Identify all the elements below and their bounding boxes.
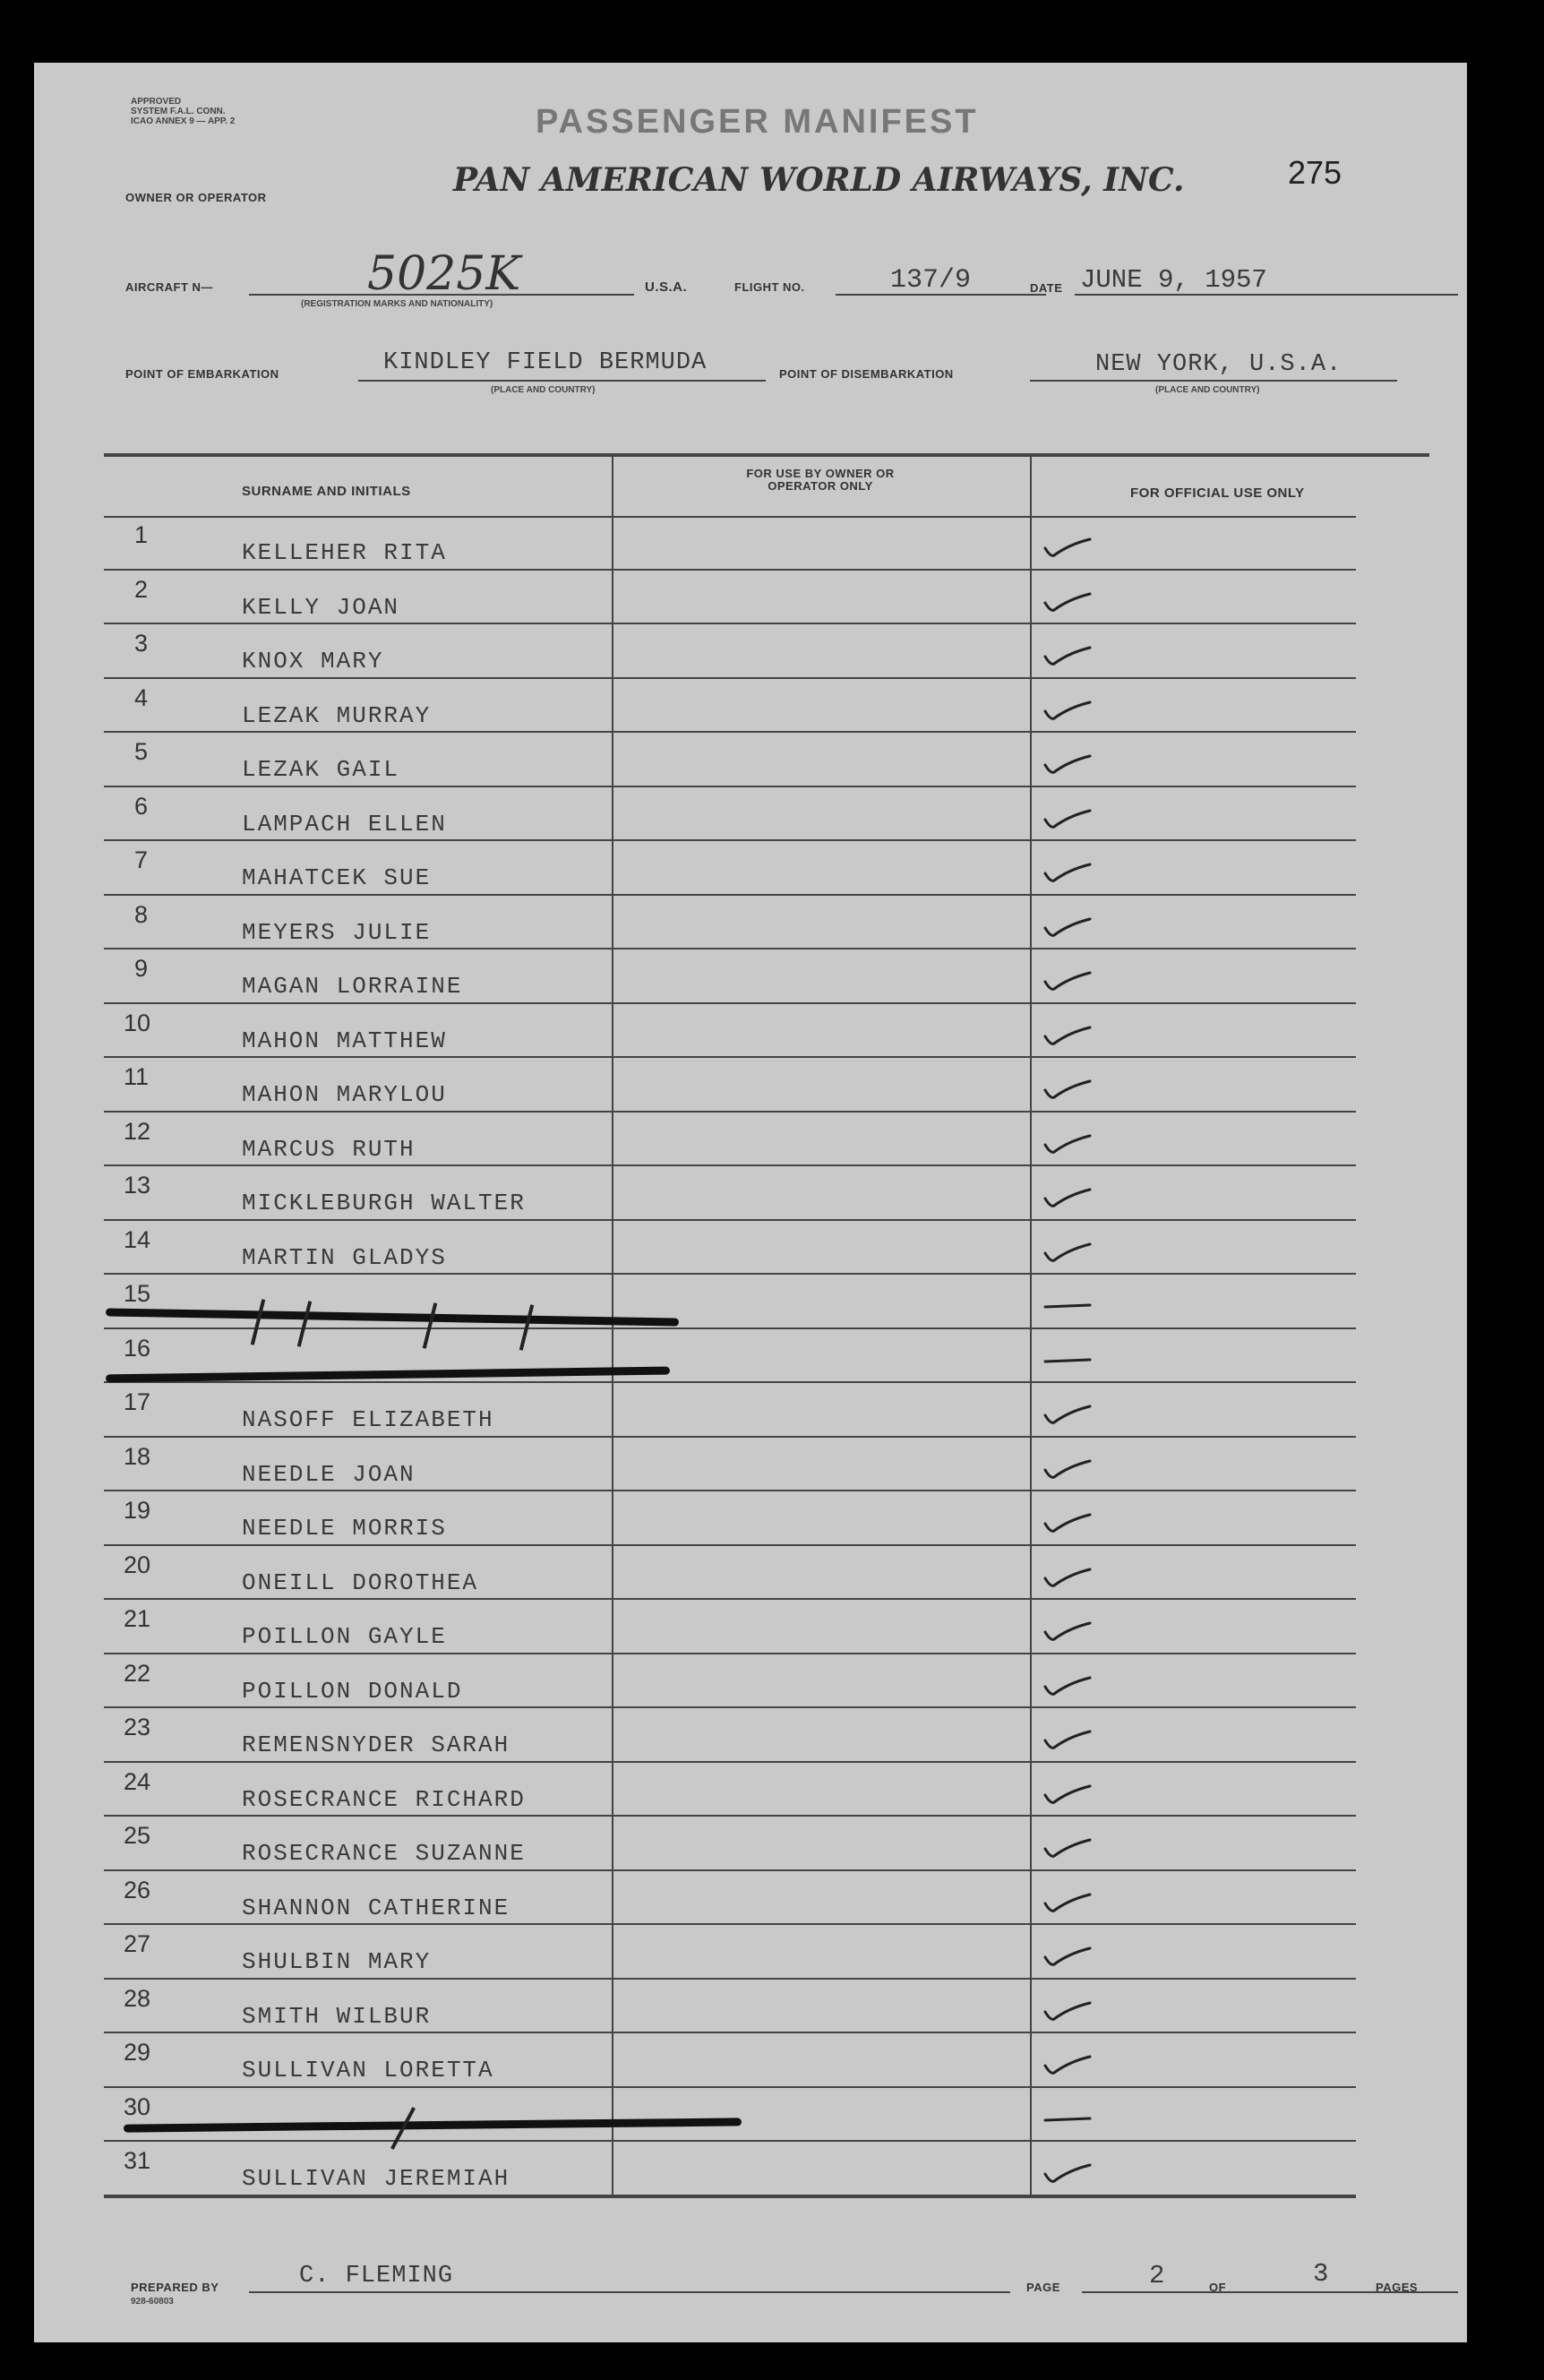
row-number: 30	[124, 2092, 151, 2120]
stamp-page-number: 275	[1288, 154, 1342, 191]
row-number: 28	[124, 1984, 151, 2012]
prepared-by-value: C. FLEMING	[299, 2263, 454, 2290]
page-value: 2	[1149, 2261, 1165, 2290]
check-mark-icon	[1042, 861, 1092, 884]
check-mark-icon	[1042, 1024, 1092, 1047]
passenger-name: MAHON MATTHEW	[242, 1027, 447, 1054]
passenger-name: NASOFF ELIZABETH	[242, 1406, 494, 1433]
row-number: 1	[134, 521, 149, 548]
passenger-name: MAHON MARYLOU	[242, 1081, 447, 1108]
row-divider	[104, 1273, 1356, 1275]
aircraft-value: 5025K	[367, 247, 521, 301]
passenger-name: LEZAK GAIL	[242, 756, 400, 783]
row-divider	[104, 1706, 1356, 1708]
row-number: 21	[124, 1605, 151, 1632]
passenger-name: KELLEHER RITA	[242, 539, 447, 566]
strike-row-30	[124, 2118, 742, 2132]
check-mark-icon	[1042, 1186, 1092, 1209]
manifest-sheet	[34, 63, 1467, 2342]
check-mark-icon	[1042, 1566, 1092, 1589]
passenger-name: KELLY JOAN	[242, 593, 400, 621]
row-number: 26	[124, 1876, 151, 1903]
passenger-name: LAMPACH ELLEN	[242, 810, 447, 838]
check-mark-icon	[1042, 1078, 1092, 1101]
check-mark-icon	[1042, 699, 1092, 722]
owner-label: OWNER OR OPERATOR	[125, 191, 267, 204]
header-official-use: FOR OFFICIAL USE ONLY	[1130, 485, 1305, 501]
date-value: JUNE 9, 1957	[1080, 265, 1267, 295]
row-divider	[104, 1490, 1356, 1491]
of-value: 3	[1313, 2259, 1329, 2289]
passenger-name: MARTIN GLADYS	[242, 1243, 447, 1271]
passenger-name: MAHATCEK SUE	[242, 864, 432, 891]
approval-stamp	[131, 97, 235, 126]
check-mark-icon	[1042, 1783, 1092, 1806]
check-mark-icon	[1042, 1403, 1092, 1426]
row-divider	[104, 839, 1356, 841]
header-surname: SURNAME AND INITIALS	[242, 484, 411, 499]
row-number: 5	[134, 738, 149, 765]
check-mark-icon	[1042, 1836, 1092, 1860]
row-number: 12	[124, 1117, 151, 1145]
dash-mark	[1042, 1294, 1092, 1318]
passenger-name: NEEDLE JOAN	[242, 1460, 416, 1488]
check-mark-icon	[1042, 1620, 1092, 1643]
prepared-by-underline	[249, 2291, 1010, 2293]
passenger-name: ONEILL DOROTHEA	[242, 1568, 479, 1596]
row-divider	[104, 1111, 1356, 1113]
row-number: 18	[124, 1442, 151, 1470]
check-mark-icon	[1042, 1674, 1092, 1697]
column-divider-left	[612, 457, 613, 2195]
aircraft-caption: (REGISTRATION MARKS AND NATIONALITY)	[301, 299, 493, 309]
check-mark-icon	[1042, 2161, 1092, 2185]
owner-value: PAN AMERICAN WORLD AIRWAYS, INC.	[453, 161, 1185, 199]
embark-underline	[358, 380, 766, 382]
row-divider	[104, 1219, 1356, 1221]
check-mark-icon	[1042, 1132, 1092, 1156]
row-number: 31	[124, 2147, 151, 2174]
dash-mark	[1042, 2108, 1092, 2131]
check-mark-icon	[1042, 969, 1092, 992]
row-number: 22	[124, 1659, 151, 1687]
row-number: 15	[124, 1280, 151, 1307]
check-mark-icon	[1042, 807, 1092, 830]
row-divider	[104, 731, 1356, 733]
row-divider	[104, 1923, 1356, 1925]
slash-mark	[423, 1302, 437, 1348]
passenger-name: REMENSNYDER SARAH	[242, 1731, 510, 1758]
check-mark-icon	[1042, 915, 1092, 939]
row-number: 27	[124, 1930, 151, 1957]
aircraft-label: AIRCRAFT N—	[125, 280, 213, 294]
row-divider	[104, 948, 1356, 949]
row-divider	[104, 677, 1356, 679]
row-divider	[104, 1381, 1356, 1383]
passenger-name: SMITH WILBUR	[242, 2002, 432, 2030]
row-divider	[104, 1436, 1356, 1438]
embark-label: POINT OF EMBARKATION	[125, 367, 279, 381]
page-label: PAGE	[1026, 2281, 1060, 2294]
check-mark-icon	[1042, 1241, 1092, 1264]
passenger-name: MICKLEBURGH WALTER	[242, 1190, 526, 1216]
row-number: 7	[134, 846, 149, 873]
approval-line-3: ICAO ANNEX 9 — APP. 2	[131, 116, 236, 126]
slash-mark	[251, 1299, 265, 1345]
approval-line-1: APPROVED	[131, 97, 182, 107]
approval-line-2: SYSTEM F.A.L. CONN.	[131, 107, 226, 116]
check-mark-icon	[1042, 752, 1092, 776]
embark-caption: (PLACE AND COUNTRY)	[491, 385, 596, 395]
row-number: 3	[134, 630, 149, 657]
table-top-border	[104, 453, 1429, 457]
row-number: 25	[124, 1822, 151, 1849]
passenger-name: SULLIVAN JEREMIAH	[242, 2165, 510, 2192]
row-divider	[104, 1056, 1356, 1058]
row-number: 17	[124, 1388, 151, 1415]
table-bottom-border	[104, 2195, 1356, 2198]
column-divider-right	[1030, 457, 1032, 2195]
header-bottom-border	[104, 516, 1356, 518]
strike-row-15	[106, 1308, 679, 1326]
passenger-name: POILLON GAYLE	[242, 1623, 447, 1650]
check-mark-icon	[1042, 1891, 1092, 1914]
check-mark-icon	[1042, 2053, 1092, 2076]
row-number: 16	[124, 1334, 151, 1362]
disembark-underline	[1030, 380, 1397, 382]
row-divider	[104, 569, 1356, 571]
row-divider	[104, 2032, 1356, 2033]
header-owner-use: FOR USE BY OWNER OR OPERATOR ONLY	[746, 467, 895, 493]
row-divider	[104, 2086, 1356, 2088]
row-divider	[104, 1544, 1356, 1546]
check-mark-icon	[1042, 1728, 1092, 1751]
disembark-label: POINT OF DISEMBARKATION	[779, 367, 954, 381]
disembark-caption: (PLACE AND COUNTRY)	[1155, 385, 1260, 395]
check-mark-icon	[1042, 536, 1092, 559]
passenger-name: MEYERS JULIE	[242, 918, 432, 946]
check-mark-icon	[1042, 644, 1092, 667]
dash-mark	[1042, 1349, 1092, 1372]
row-number: 24	[124, 1767, 151, 1795]
passenger-name: SULLIVAN LORETTA	[242, 2057, 494, 2084]
form-code: 928-60803	[131, 2297, 174, 2307]
flight-value: 137/9	[890, 265, 972, 296]
row-divider	[104, 2140, 1356, 2142]
check-mark-icon	[1042, 1999, 1092, 2023]
row-number: 10	[124, 1009, 151, 1036]
row-number: 9	[134, 955, 149, 982]
row-number: 11	[124, 1063, 150, 1090]
slash-mark	[297, 1301, 312, 1346]
passenger-name: ROSECRANCE RICHARD	[242, 1785, 526, 1813]
row-divider	[104, 1002, 1356, 1004]
row-number: 4	[134, 683, 149, 711]
row-divider	[104, 1653, 1356, 1654]
flight-label: FLIGHT NO.	[734, 280, 805, 294]
check-mark-icon	[1042, 590, 1092, 614]
strike-row-16	[106, 1367, 670, 1383]
row-number: 23	[124, 1714, 151, 1740]
passenger-name: KNOX MARY	[242, 648, 384, 674]
prepared-by-label: PREPARED BY	[131, 2281, 219, 2294]
page-title: PASSENGER MANIFEST	[536, 103, 979, 141]
row-divider	[104, 1815, 1356, 1817]
row-number: 6	[134, 792, 149, 820]
row-number: 29	[124, 2039, 151, 2066]
row-divider	[104, 1869, 1356, 1871]
row-divider	[104, 1761, 1356, 1763]
check-mark-icon	[1042, 1457, 1092, 1481]
row-divider	[104, 894, 1356, 896]
embark-value: KINDLEY FIELD BERMUDA	[383, 349, 708, 376]
nationality: U.S.A.	[645, 279, 688, 295]
passenger-name: POILLON DONALD	[242, 1677, 463, 1705]
row-divider	[104, 786, 1356, 787]
check-mark-icon	[1042, 1945, 1092, 1968]
passenger-name: MAGAN LORRAINE	[242, 973, 463, 1000]
passenger-name: SHANNON CATHERINE	[242, 1894, 510, 1921]
row-divider	[104, 1978, 1356, 1980]
row-number: 19	[124, 1497, 151, 1524]
row-divider	[104, 623, 1356, 624]
passenger-name: SHULBIN MARY	[242, 1948, 432, 1975]
pages-label: PAGES	[1376, 2281, 1419, 2294]
row-divider	[104, 1598, 1356, 1600]
row-divider	[104, 1327, 1356, 1329]
check-mark-icon	[1042, 1511, 1092, 1534]
date-label: DATE	[1030, 281, 1063, 295]
row-number: 20	[124, 1551, 151, 1578]
passenger-name: LEZAK MURRAY	[242, 701, 432, 729]
of-label: OF	[1209, 2281, 1227, 2294]
row-number: 2	[134, 575, 149, 603]
passenger-name: NEEDLE MORRIS	[242, 1515, 447, 1542]
row-number: 8	[134, 900, 149, 928]
passenger-name: ROSECRANCE SUZANNE	[242, 1840, 526, 1867]
row-number: 14	[124, 1225, 151, 1253]
disembark-value: NEW YORK, U.S.A.	[1095, 351, 1342, 378]
row-divider	[104, 1164, 1356, 1166]
row-number: 13	[124, 1172, 151, 1199]
passenger-name: MARCUS RUTH	[242, 1135, 416, 1163]
